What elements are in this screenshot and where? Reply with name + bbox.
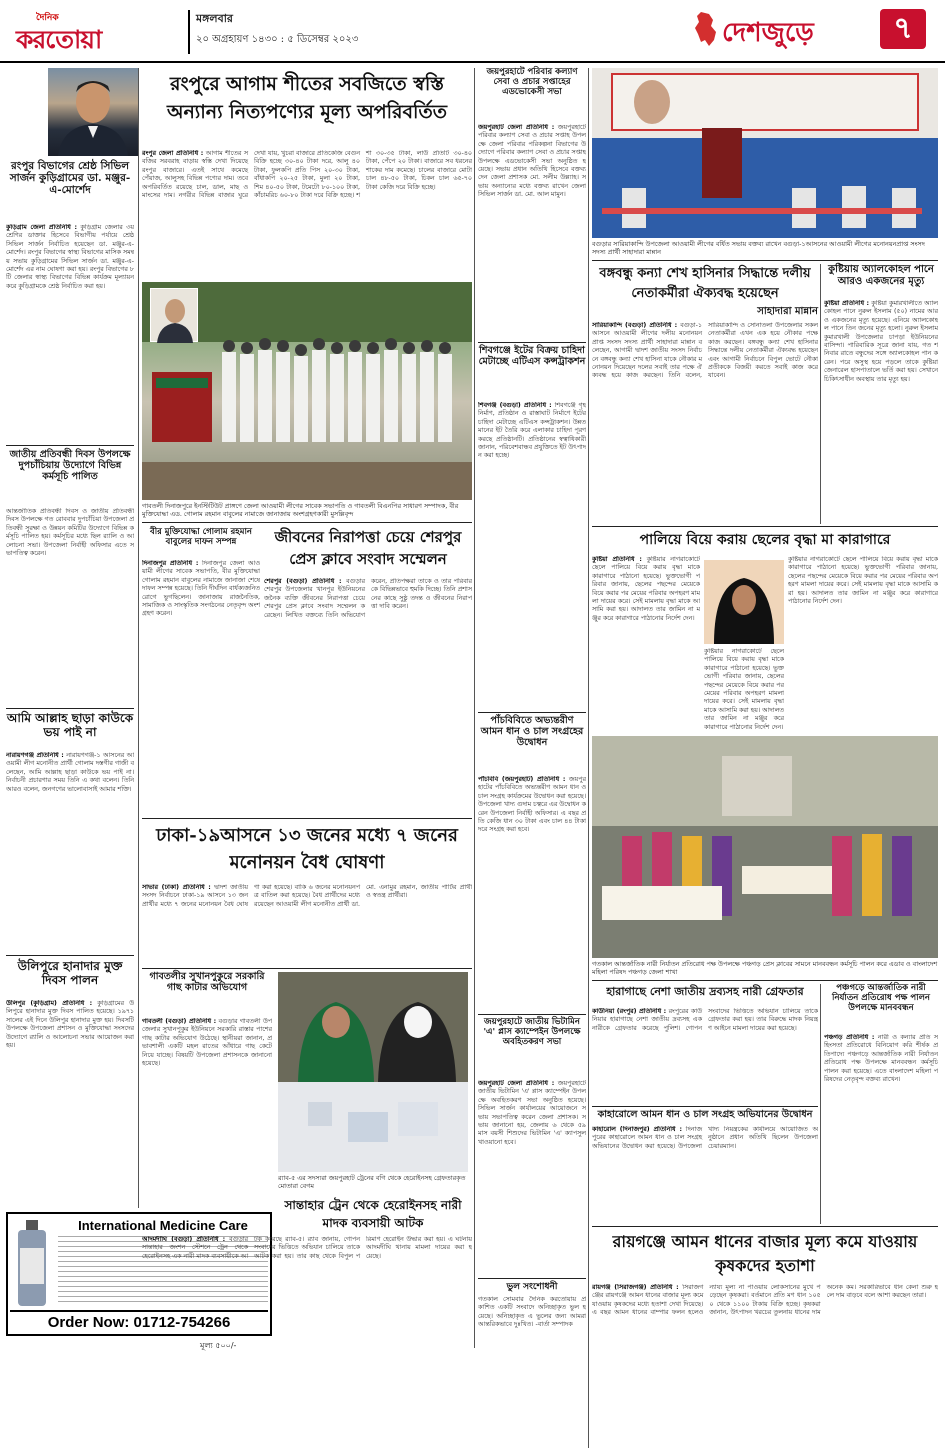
hasina-subhead: সাহাদারা মান্নান [757, 306, 818, 317]
medicine-ad-title: International Medicine Care [78, 1218, 248, 1233]
family-planning-byline: জয়পুরহাট জেলা প্রতিনিধি : [478, 124, 555, 131]
bangladesh-map-icon [695, 12, 717, 46]
allah-body [6, 752, 134, 952]
page-number-text: ৭ [893, 11, 913, 46]
medicine-ad-order-text: Order Now: 01712-754266 [47, 1314, 231, 1331]
brick-text: শিবগঞ্জে গৃহনির্মাণ, প্রতিষ্ঠান ও রাস্তাঘাট নির্মাণে ইটের চাহিদা মেটাচ্ছে এটিএস কন্সট্রাকশন। উন্নত মানের ইট তৈরি করে এলাকার চাহিদা পূরণ করছে প্রতিষ্ঠানটি। প্রতিষ্ঠানের স্বত্বাধিকারী জানান, পরিবেশবান্ধব প্রযুক্তিতে ইট উৎপাদন করা হচ্ছে। [478, 402, 586, 460]
marriage-body-left [592, 556, 700, 732]
uttarpur-byline: উলিপুর (কুড়িগ্রাম) প্রতিনিধি : [6, 1000, 93, 1007]
civil-surgeon-headline: রংপুর বিভাগের শ্রেষ্ঠ সিভিল সার্জন কুড়িগ্রামের ডা. মঞ্জুর-এ-মোর্শেদ [9, 160, 131, 197]
footer-price: মূল্য ৫০০/- [200, 1341, 237, 1350]
raiganj-headline: রায়গঞ্জে আমন ধানের বাজার মূল্য কমে যাওয়ায় কৃষকদের হতাশা [612, 1232, 918, 1275]
hasina-text: বগুড়া-১ আসনে আওয়ামী লীগের দলীয় মনোনয়নপ্রাপ্ত সংসদ সদস্য প্রার্থী সাহাদারা মান্নান বলেছেন, আগামী দ্বাদশ জাতীয় সংসদ নির্বাচনে বঙ্গবন্ধু কন্যা শেখ হাসিনা যাকে নৌকার মনোনয়ন দিয়েছেন দলের সবাই তার পক্ষে ঐক্যবদ্ধ হয়ে কাজ করছেন। তিনি বলেন, সারিয়াকান্দি ও সোনাতলা উপজেলার সকল নেতাকর্মীরা এখন এক হয়ে নৌকার পক্ষে কাজ করছেন। বঙ্গবন্ধু কন্যা শেখ হাসিনার সিদ্ধান্তে দলীয় নেতাকর্মীরা ঐক্যবদ্ধ হয়েছেন এবং আগামী নির্বাচনে বিপুল ভোটে নৌকা প্রতীককে বিজয়ী করতে সবাই কাজ করে যাবেন। [592, 322, 818, 380]
human-chain-photo [592, 736, 938, 958]
marriage-body-right: কুষ্টিয়ার নাগরাকোটে ছেলে পালিয়ে বিয়ে করায় বৃদ্ধা মাকে কারাগারে পাঠানো হয়েছে। ভুক্তভোগী পরিবার জানায়, ছেলের পছন্দের মেয়েকে বিয়ে করার পর মেয়ের পরিবার অপহরণ মামলা দায়ের করে। সেই মামলায় বৃদ্ধা মাকে আসামি করা হয়। আদালত তার জামিন না মঞ্জুর করে কারাগারে পাঠানোর নির্দেশ দেন। [788, 556, 938, 606]
human-chain-caption: গতকাল আন্তর্জাতিক নারী নির্যাতন প্রতিরোধ পক্ষ উপলক্ষে পঞ্চগড় প্রেস ক্লাবের সামনে মানববন্ধন কর্মসূচি পালন করে এডাব ও বাংলাদেশ মহিলা পরিষদ পঞ্চগড় জেলা শাখা [592, 960, 938, 977]
sherpur-headline: জীবনের নিরাপত্তা চেয়ে শেরপুর প্রেস ক্লাবে সংবাদ সম্মেলন [274, 528, 462, 568]
issue-date: ২০ অগ্রহায়ণ ১৪৩০ : ৫ ডিসেম্বর ২০২৩ [196, 34, 359, 45]
vitamin-byline: জয়পুরহাট জেলা প্রতিনিধি : [478, 1080, 555, 1087]
kushtia-text: কুষ্টিয়া কুমারখালীতে অ্যালকোহল পানে নুরুল ইসলাম (৫০) নামের আরও একজনের মৃত্যু হয়েছে। এনিয়ে অ্যালকোহল পানে তিন জনের মৃত্যু হলো। নুরুল ইসলাম কুমারখালী উপজেলার চাপড়া ইউনিয়নের বাসিন্দা। পারিবারিক সূত্রে জানা যায়, গত শনিবার রাতে বন্ধুদের সঙ্গে অ্যালকোহল পান করেন। পরে অসুস্থ হয়ে পড়লে তাকে কুষ্টিয়া জেনারেল হাসপাতালে ভর্তি করা হয়। সেখানে চিকিৎসাধীন অবস্থায় তার মৃত্যু হয়। [824, 300, 938, 383]
hasina-byline: সারিয়াকান্দি (বগুড়া) প্রতিনিধি : [592, 322, 678, 329]
gabtali-headline: গাবতলীর সুখানপুকুরে সরকারি গাছ কাটার অভিযোগ [149, 971, 265, 993]
gabtali-body [142, 1018, 272, 1208]
correction-body: গতকাল সোমবার দৈনিক করতোয়ায় প্রকাশিত একটি সংবাদে অনিচ্ছাকৃত ভুল হয়েছে। অনিচ্ছাকৃত এ ভুলের জন্য আমরা আন্তরিকভাবে দুঃখিত। -বার্তা সম্পাদক [478, 1296, 586, 1329]
rally-stage-caption: বগুড়ার সারিয়াকান্দি উপজেলা আওয়ামী লীগের বর্ধিত সভায় বক্তব্য রাখেন বগুড়া-১আসনের আওয়ামী লীগের মনোনয়নপ্রাপ্ত সংসদ সদস্য প্রার্থী সাহাদারা মান্নান [592, 240, 925, 257]
kushtia-body [824, 300, 938, 524]
inset-portrait [150, 288, 198, 342]
disability-day-body: আন্তর্জাতিক প্রতিবন্ধী দিবস ও জাতীয় প্রতিবন্ধী দিবস উপলক্ষে গত রোববার দুপচাঁচিয়া উপজেলা প্রতিবন্ধী সুরক্ষা ও উন্নয়ন কমিটির উদ্যোগে বিভিন্ন কর্মসূচি পালিত হয়। কর্মসূচির মধ্যে ছিল র‍্যালি ও আলোচনা সভা। উপজেলা নির্বাহী অফিসার এতে সভাপতিত্ব করেন। [6, 508, 134, 558]
sherpur-body [264, 578, 472, 816]
panchbibi-text: জয়পুরহাটের পাঁচবিবিতে অভ্যন্তরীণ আমন ধান ও চাল সংগ্রহ কার্যক্রমের উদ্বোধন করা হয়েছে। উপজেলা খাদ্য গুদাম চত্বরে এর উদ্বোধন করেন উপজেলা নির্বাহী অফিসার। এ বছর প্রতি কেজি ধান ৩০ টাকা এবং চাল ৪৪ টাকা দরে সংগ্রহ করা হবে। [478, 776, 586, 834]
family-planning-text: জয়পুরহাটে পরিবার কল্যাণ সেবা ও প্রচার সপ্তাহ উপলক্ষে জেলা পরিবার পরিকল্পনা বিভাগের উদ্যোগে পরিবার কল্যাণ সেবা ও প্রচার সপ্তাহ উপলক্ষে এডভোকেসী সভা অনুষ্ঠিত হয়েছে। সভায় প্রধান অতিথি হিসেবে বক্তব্য দেন জেলা প্রশাসক মো. সলীম উল্ল্যাহ। সভায় অন্যান্যের মধ্যে বক্তব্য রাখেন জেলা সিভিল সার্জন ডা. মো. আল মামুন। [478, 124, 586, 199]
marriage-body-mid: কুষ্টিয়ার নাগরাকোটে ছেলে পালিয়ে বিয়ে করায় বৃদ্ধা মাকে কারাগারে পাঠানো হয়েছে। ভুক্তভোগী পরিবার জানায়, ছেলের পছন্দের মেয়েকে বিয়ে করার পর মেয়ের পরিবার অপহরণ মামলা দায়ের করে। সেই মামলায় বৃদ্ধা মাকে আসামি করা হয়। আদালত তার জামিন না মঞ্জুর করে কারাগারে পাঠানোর নির্দেশ দেন। [704, 648, 784, 731]
heroin-byline: আদমদীঘি (বগুড়া) প্রতিনিধি : [142, 1236, 226, 1243]
panchagarh-body [824, 1034, 938, 1224]
kaharole-body [592, 1126, 818, 1224]
section-title: দেশজুড়ে [722, 18, 814, 48]
allah-text: নারায়ণগঞ্জ-১ আসনের আওয়ামী লীগ মনোনীত প্রার্থী গোলাম দস্তগীর গাজী বলেছেন, আমি আল্লাহ ছাড়া কাউকে ভয় পাই না। নির্বাচনী প্রচারণার সময় তিনি এ কথা বলেন। তিনি আরও বলেন, জনগণের ভালোবাসাই আমার শক্তি। [6, 752, 134, 793]
haragachh-headline: হারাগাছে নেশা জাতীয় দ্রব্যসহ নারী গ্রেফতার [606, 985, 804, 998]
freedom-fighter-body [142, 560, 260, 814]
civil-surgeon-photo [48, 68, 138, 156]
freedom-fighter-headline: বীর মুক্তিযোদ্ধা গোলাম রহমান বাবুলের দাফন সম্পন্ন [149, 527, 252, 547]
brick-body [478, 402, 586, 710]
haragachh-byline: কাউনিয়া (রংপুর) প্রতিনিধি : [592, 1008, 667, 1015]
freedom-fighter-text: দিনাজপুর জেলা আওয়ামী লীগের সাবেক সভাপতি, বীর মুক্তিযোদ্ধা গোলাম রহমান বাবুলের নামাজে জানাজা শেষে দাফন সম্পন্ন হয়েছে। তিনি দীর্ঘদিন বার্ধক্যজনিত রোগে ভুগছিলেন। জানাজায় রাজনৈতিক, সামাজিক ও সাংস্কৃতিক সংগঠনের নেতৃবৃন্দ অংশগ্রহণ করেন। [142, 560, 260, 618]
freedom-fighter-byline: দিনাজপুর প্রতিনিধি : [142, 560, 199, 567]
civil-surgeon-text: কুড়িগ্রাম জেলার ৩য় শ্রেণির ডাক্তার হিসেবে বিভাগীয় পর্যায়ে শ্রেষ্ঠ সিভিল সার্জন নির্বাচিত হয়েছেন ডা. মঞ্জুর-এ-মোর্শেদ। রংপুর বিভাগের স্বাস্থ্য বিভাগের মাসিক সমন্বয় সভায় কুড়িগ্রামের সিভিল সার্জন ডা. মঞ্জুর-এ-মোর্শেদ এর নাম ঘোষণা করা হয়। রংপুর বিভাগের ৮টি জেলার স্বাস্থ্য বিভাগের বিভিন্ন কার্যক্রম মূল্যায়ন করে কুড়িগ্রামকে শ্রেষ্ঠ নির্বাচিত করা হয়। [6, 224, 134, 290]
dhaka19-text: দ্বাদশ জাতীয় সংসদ নির্বাচনে ঢাকা-১৯ আসনে ১৩ জন প্রার্থীর মধ্যে ৭ জনের মনোনয়ন বৈধ ঘোষণা করা হয়েছে। বাকি ৬ জনের মনোনয়নপত্র বাতিল করা হয়েছে। বৈধ প্রার্থীদের মধ্যে রয়েছেন আওয়ামী লীগ মনোনীত প্রার্থী ডা. মো. এনামুর রহমান, জাতীয় পার্টির প্রার্থী ও স্বতন্ত্র প্রার্থীরা। [142, 884, 472, 908]
panchbibi-headline: পাঁচবিবিতে অভ্যন্তরীণ আমন ধান ও চাল সংগ্রহের উদ্বোধন [480, 715, 584, 748]
raiganj-body [592, 1284, 938, 1446]
kaharole-text: দিনাজপুরের কাহারোলে আমন ধান ও চাল সংগ্রহ অভিযানের উদ্বোধন করা হয়েছে। উপজেলা খাদ্য নিয়ন্ত্রকের কার্যালয়ে আয়োজিত অনুষ্ঠানে প্রধান অতিথি ছিলেন উপজেলা চেয়ারম্যান। [592, 1126, 818, 1150]
panchagarh-byline: পঞ্চগড় প্রতিনিধি : [824, 1034, 875, 1041]
family-planning-body [478, 124, 586, 340]
haragachh-text: রংপুরের কাউনিয়ার হারাগাছে নেশা জাতীয় দ্রব্যসহ এক নারীকে গ্রেফতার করেছে পুলিশ। গোপন সংবাদের ভিত্তিতে অভিযান চালিয়ে তাকে গ্রেফতার করা হয়। তার বিরুদ্ধে মাদক নিয়ন্ত্রণ আইনে মামলা দায়ের করা হয়েছে। [592, 1008, 818, 1032]
masthead [0, 0, 945, 64]
marriage-byline: কুষ্টিয়া প্রতিনিধি : [592, 556, 642, 563]
logo-main-text: করতোয়া [16, 25, 102, 54]
heroin-arrest-photo [278, 972, 468, 1172]
issue-day: মঙ্গলবার [196, 12, 233, 25]
civil-surgeon-byline: কুড়িগ্রাম জেলা প্রতিনিধি : [6, 224, 77, 231]
correction-headline: ভুল সংশোধনী [506, 1282, 558, 1292]
page-number [880, 9, 926, 49]
raiganj-text: সিরাজগঞ্জের রায়গঞ্জে আমন ধানের বাজার মূল্য কমে যাওয়ায় কৃষকদের মধ্যে হতাশা দেখা দিয়েছে। এ বছর আমন ধানের বাম্পার ফলন হলেও ন্যায্য মূল্য না পাওয়ায় লোকসানের মুখে পড়েছেন কৃষকরা। বর্তমানে প্রতি মণ ধান ১০৫০ থেকে ১১০০ টাকায় বিক্রি হচ্ছে। কৃষকরা জানান, উৎপাদন খরচের তুলনায় ধানের দাম অনেক কম। সরকারিভাবে ধান কেনা শুরু হলে দাম বাড়বে বলে আশা করছেন তারা। [592, 1284, 938, 1317]
kaharole-byline: কাহারোল (দিনাজপুর) প্রতিনিধি : [592, 1126, 682, 1133]
brick-byline: শিবগঞ্জ (বগুড়া) প্রতিনিধি : [478, 402, 552, 409]
allah-headline: আমি আল্লাহ ছাড়া কাউকে ভয় পাই না [6, 711, 134, 739]
heroin-headline: সান্তাহার ট্রেন থেকে হেরোইনসহ নারী মাদক ব্যবসায়ী আটক [284, 1198, 462, 1230]
gabtali-text: বগুড়ার গাবতলী উপজেলার সুখানপুকুর ইউনিয়নে সরকারি রাস্তার পাশের গাছ কাটার অভিযোগ উঠেছে। স্থানীয়রা জানান, প্রভাবশালী একটি মহল রাতের আঁধারে গাছ কেটে নিয়ে যাচ্ছে। বিষয়টি উপজেলা প্রশাসনকে জানানো হয়েছে। [142, 1018, 272, 1068]
mother-portrait-photo [704, 560, 784, 644]
sherpur-text: বগুড়ার শেরপুর উপজেলার খানপুর ইউনিয়নের জনৈক ব্যক্তি জীবনের নিরাপত্তা চেয়ে শেরপুর প্রেস ক্লাবে সংবাদ সম্মেলন করেছেন। লিখিত বক্তব্যে তিনি অভিযোগ করেন, প্রতিপক্ষরা তাকে ও তার পরিবারকে বিভিন্নভাবে হুমকি দিচ্ছে। তিনি প্রশাসনের কাছে সুষ্ঠু তদন্ত ও জীবনের নিরাপত্তা দাবি করেন। [264, 578, 472, 619]
allah-byline: নারায়ণগঞ্জ প্রতিনিধি : [6, 752, 64, 759]
newspaper-logo [8, 6, 178, 56]
kaharole-headline: কাহারোলে আমন ধান ও চাল সংগ্রহ অভিযানের উদ্বোধন [597, 1109, 813, 1120]
dhaka19-headline: ঢাকা-১৯আসনে ১৩ জনের মধ্যে ৭ জনের মনোনয়ন বৈধ ঘোষণা [156, 825, 458, 873]
vitamin-headline: জয়পুরহাটে জাতীয় ভিটামিন 'এ' প্লাস ক্যাম্পেইন উপলক্ষে অবহিতকরণ সভা [483, 1017, 581, 1047]
family-planning-headline: জয়পুরহাটে পরিবার কল্যাণ সেবা ও প্রচার সপ্তাহের এডভোকেসী সভা [486, 67, 578, 97]
marriage-headline: পালিয়ে বিয়ে করায় ছেলের বৃদ্ধা মা কারাগারে [639, 532, 891, 548]
uttarpur-body [6, 1000, 134, 1208]
uttarpur-text: কুড়িগ্রামের উলিপুরে হানাদার মুক্ত দিবস পালিত হয়েছে। ১৯৭১ সালের এই দিনে উলিপুর হানাদার মুক্ত হয়। দিবসটি উপলক্ষে উপজেলা প্রশাসন ও মুক্তিযোদ্ধা সংসদের উদ্যোগে র‍্যালি ও আলোচনা সভার আয়োজন করা হয়। [6, 1000, 134, 1050]
rangpur-byline: রংপুর জেলা প্রতিনিধি : [142, 150, 204, 157]
hasina-headline: বঙ্গবন্ধু কন্যা শেখ হাসিনার সিদ্ধান্তে দলীয় নেতাকর্মীরা ঐক্যবদ্ধ হয়েছেন [599, 266, 811, 301]
heroin-text: বগুড়ার সান্তাহার জংশন স্টেশনে ট্রেন থেকে হেরোইনসহ এক নারী মাদক ব্যবসায়ীকে আটক করেছে র‍্যাব-৫। র‍্যাব জানায়, গোপন সংবাদের ভিত্তিতে অভিযান চালিয়ে তাকে আটক করা হয়। তার কাছ থেকে বিপুল পরিমাণ হেরোইন উদ্ধার করা হয়। এ ঘটনায় আদমদীঘি থানায় মামলা দায়ের করা হয়েছে। [142, 1236, 472, 1260]
rangpur-body [142, 150, 472, 278]
kushtia-byline: কুষ্টিয়া প্রতিনিধি : [824, 300, 870, 307]
rangpur-text: আগাম শীতের সবজির সরবরাহ বাড়ায় স্বস্তি দেখা দিয়েছে রংপুর বাজারে। এতই সাথে কমেছে পেঁয়াজ, আলুসহ বিভিন্ন পণ্যের দাম। তবে অপরিবর্তিত রয়েছে চাল, ডাল, মাছ ও মাংসের দাম। নগরীর বিভিন্ন বাজার ঘুরে দেখা যায়, খুচরা বাজারে প্রতিকেজি বেগুন বিক্রি হচ্ছে ৩০-৪০ টাকা দরে, আলু ৪০ টাকা, ফুলকপি প্রতি পিস ২০-৩০ টাকা, বাঁধাকপি ২০-২৫ টাকা, মুলা ২০ টাকা, শিম ৪০-৫০ টাকা, টমেটো ৮০-১০০ টাকা, কাঁচামরিচ ৬০-৮০ টাকা দরে বিক্রি হচ্ছে। শশা ৩০-৩৫ টাকা, লাউ প্রতিটি ৩০-৪০ টাকা, পেঁপে ২০ টাকা। বাজারে সব ধরনের শাকের দাম কমেছে। চালের বাজারে মোটা চাল ৪৮-৫০ টাকা, চিকন চাল ৬৫-৭০ টাকা কেজি দরে বিক্রি হচ্ছে। [142, 150, 472, 200]
raiganj-byline: রায়গঞ্জ (সিরাজগঞ্জ) প্রতিনিধি : [592, 1284, 679, 1291]
funeral-prayer-photo [142, 282, 472, 500]
heroin-body [142, 1236, 472, 1342]
hasina-body [592, 322, 818, 524]
kushtia-headline: কুষ্টিয়ায় অ্যালকোহল পানে আরও একজনের মৃত্যু [828, 264, 934, 287]
gabtali-byline: গাবতলী (বগুড়া) প্রতিনিধি : [142, 1018, 217, 1025]
panchagarh-headline: পঞ্চগড়ে আন্তর্জাতিক নারী নির্যাতন প্রতিরোধ পক্ষ পালন উপলক্ষে মানববন্ধন [832, 983, 930, 1013]
logo-small-text: দৈনিক [36, 13, 59, 23]
rangpur-headline: রংপুরে আগাম শীতের সবজিতে স্বস্তি অন্যান্য নিত্যপণ্যের মূল্য অপরিবর্তিত [166, 73, 447, 123]
vitamin-text: জয়পুরহাটে জাতীয় ভিটামিন 'এ' প্লাস ক্যাম্পেইন উপলক্ষে অবহিতকরণ সভা অনুষ্ঠিত হয়েছে। সিভিল সার্জন কার্যালয়ের আয়োজনে সভায় সভাপতিত্ব করেন জেলা প্রশাসক। সভায় জানানো হয়, জেলায় ৬ থেকে ৫৯ মাস বয়সী শিশুদের ভিটামিন 'এ' ক্যাপসুল খাওয়ানো হবে। [478, 1080, 586, 1146]
sherpur-byline: শেরপুর (বগুড়া) প্রতিনিধি : [264, 578, 342, 585]
dhaka19-byline: সাভার (ঢাকা) প্রতিনিধি : [142, 884, 211, 891]
marriage-text: কুষ্টিয়ার নাগরাকোটে ছেলে পালিয়ে বিয়ে করায় বৃদ্ধা মাকে কারাগারে পাঠানো হয়েছে। ভুক্তভোগী পরিবার জানায়, ছেলের পছন্দের মেয়েকে বিয়ে করার পর মেয়ের পরিবার অপহরণ মামলা দায়ের করে। সেই মামলায় বৃদ্ধা মাকে আসামি করা হয়। আদালত তার জামিন না মঞ্জুর করে কারাগারে পাঠানোর নির্দেশ দেন। [592, 556, 700, 622]
disability-day-headline: জাতীয় প্রতিবন্ধী দিবস উপলক্ষে দুপচাঁচিয়ায় উদ্যোগে বিভিন্ন কর্মসূচি পালিত [9, 449, 131, 482]
panchbibi-byline: পাঁচবিবি (জয়পুরহাট) প্রতিনিধি : [478, 776, 566, 783]
panchbibi-body [478, 776, 586, 1012]
dhaka19-body [142, 884, 472, 966]
civil-surgeon-body [6, 224, 134, 442]
medicine-ad-bottle [14, 1220, 50, 1306]
heroin-arrest-caption: র‍্যাব-৫ এর সদস্যরা জয়পুরহাট ট্রেনের বগি থেকে হেরোইনসহ গ্রেফতারকৃত মোতারা বেগম [278, 1174, 466, 1191]
vitamin-body [478, 1080, 586, 1276]
panchagarh-text: নারী ও কন্যার প্রতি সহিংসতা প্রতিরোধে বিনিয়োগ করি শীর্ষক প্রতিপাদ্যে পঞ্চগড়ে আন্তর্জাতিক নারী নির্যাতন প্রতিরোধ পক্ষ উপলক্ষে মানববন্ধন কর্মসূচি পালন করা হয়েছে। এতে বাংলাদেশ মহিলা পরিষদের নেতৃবৃন্দ বক্তব্য রাখেন। [824, 1034, 938, 1084]
uttarpur-headline: উলিপুরে হানাদার মুক্ত দিবস পালন [17, 959, 123, 987]
rally-stage-photo [592, 68, 938, 238]
funeral-prayer-caption: গাবতলী দিনাজপুরে ইনস্টিটিউট প্রাঙ্গণে জেলা আওয়ামী লীগের সাবেক সভাপতি ও গাবতলী বিএনপির সাধারণ সম্পাদক, বীর মুক্তিযোদ্ধা এড. গোলাম রহমান বাবুলের নামাজে জানাজায় অংশগ্রহণকারী মুসল্লিবৃন্দ [142, 502, 459, 519]
brick-headline: শিবগঞ্জে ইটের বিক্রয় চাহিদা মেটাচ্ছে এটিএস কন্সট্রাকশন [478, 345, 586, 367]
haragachh-body [592, 1008, 818, 1104]
